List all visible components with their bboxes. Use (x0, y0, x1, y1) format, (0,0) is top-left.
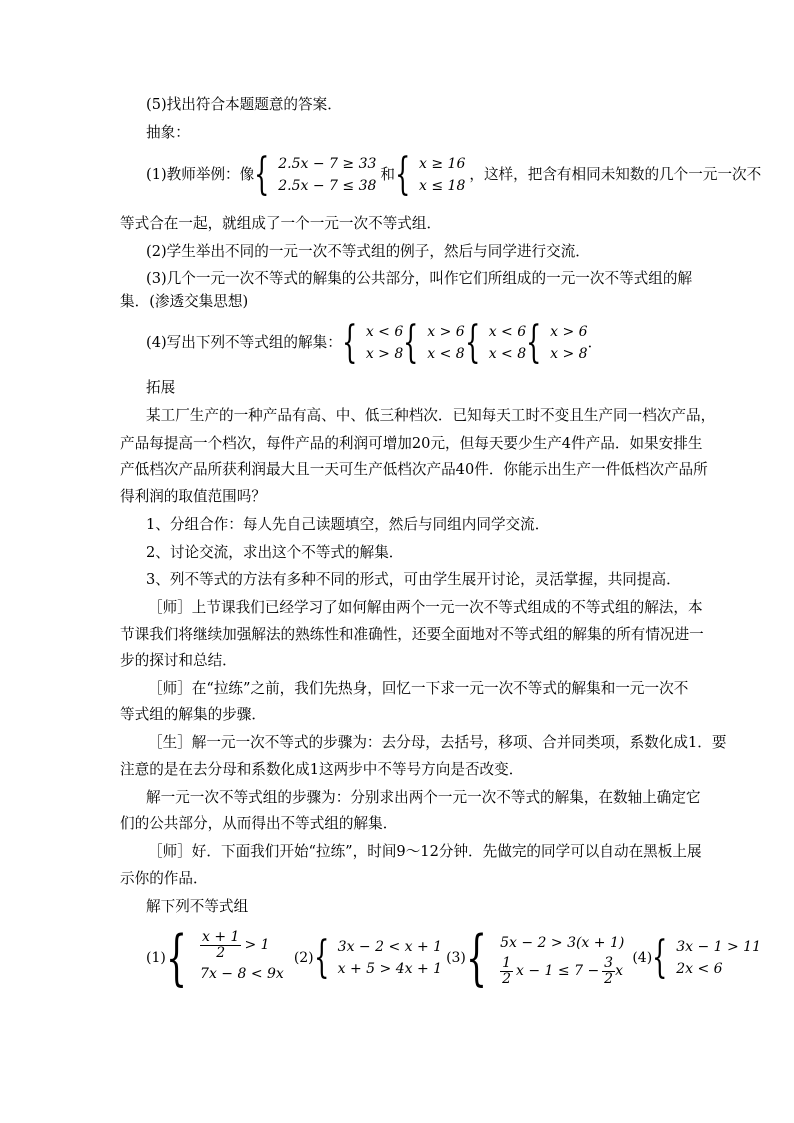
system-1-row-1: 2.5x − 7 ≥ 33 (278, 156, 377, 172)
teacher-example-line (146, 149, 762, 200)
exercise-1-row-1-rest: > 1 (244, 937, 270, 953)
teacher-remark-1-line-3: 步的探讨和总结． (120, 652, 237, 669)
teacher-remark-3-line-2: 示你的作品． (120, 870, 208, 887)
solve-system-a: { x < 6 x > 8 (341, 317, 404, 368)
step-2-text: (2)学生举出不同的一元一次不等式组的例子，然后与同学进行交流． (146, 243, 590, 260)
activity-3: 3、列不等式的方法有多种不同的形式，可由学生展开讨论，灵活掌握，共同提高． (146, 571, 681, 588)
exercise-systems-row (146, 923, 761, 993)
system-b-row-1: x > 6 (427, 324, 465, 340)
teacher-remark-2-line-1: ［师］在“拉练”之前，我们先热身，回忆一下求一元一次不等式的解集和一元一次不 (148, 680, 689, 697)
exercise-4-line (146, 317, 603, 368)
problem-line-4: 得利润的取值范围吗？ (120, 488, 266, 505)
exercise-4-period: ． (587, 334, 603, 351)
teacher-remark-3-line-1: ［师］好．下面我们开始“拉练”，时间9～12分钟．先做完的同学可以自动在黑板上展 (148, 843, 702, 860)
exercise-2-label: (2) (293, 950, 314, 966)
exercise-3-row-2-end: x (615, 963, 623, 979)
section-extension-heading: 拓展 (146, 379, 176, 396)
exercise-4-label: (4) (632, 950, 653, 966)
exercise-3-label: (3) (446, 950, 466, 966)
teacher-remark-1-line-2: 节课我们将继续加强解法的熟练性和准确性，还要全面地对不等式组的解集的所有情况进一 (120, 626, 704, 643)
system-d-row-2: x > 8 (550, 346, 588, 362)
inequality-system-2: { x ≥ 16 x ≤ 18 (395, 149, 466, 200)
teacher-remark-1-line-1: ［师］上节课我们已经学习了如何解由两个一元一次不等式组成的不等式组的解法，本 (148, 599, 703, 616)
definition-line: 等式合在一起，就组成了一个一元一次不等式组． (120, 215, 442, 232)
inequality-system-1: { 2.5x − 7 ≥ 33 2.5x − 7 ≤ 38 (254, 149, 377, 200)
step-3-continued: 集．(渗透交集思想) (120, 293, 249, 310)
exercise-3-row-1: 5x − 2 > 3(x + 1) (500, 934, 625, 951)
problem-line-2: 产品每提高一个档次，每件产品的利润可增加20元，但每天要少生产4件产品．如果安排生 (120, 435, 703, 452)
teacher-remark-2-line-2: 等式组的解集的步骤． (120, 706, 266, 723)
section-abstract-heading: 抽象： (146, 124, 190, 141)
solve-system-d: { x > 6 x > 8 (526, 317, 588, 368)
system-steps-line-2: 们的公共部分，从而得出不等式组的解集． (120, 815, 398, 832)
exercise-1-system: { $\frac{x + 1}{2}$ > 1 7x − 8 < 9x (165, 923, 284, 993)
exercise-heading: 解下列不等式组 (146, 898, 249, 915)
step-5-text: (5)找出符合本题题意的答案． (146, 96, 342, 113)
solve-system-c: { x < 6 x < 8 (464, 317, 527, 368)
system-1-row-2: 2.5x − 7 ≤ 38 (278, 178, 377, 194)
exercise-4-system: { 3x − 1 > 11 2x < 6 (652, 932, 761, 983)
step-3-text: (3)几个一元一次不等式的解集的公共部分，叫作它们所组成的一元一次不等式组的解 (146, 270, 693, 287)
exercise-2-row-2: x + 5 > 4x + 1 (337, 961, 443, 977)
system-d-row-1: x > 6 (550, 324, 588, 340)
teacher-example-prefix: (1)教师举例：像 (146, 166, 255, 183)
system-c-row-1: x < 6 (488, 324, 527, 340)
exercise-1-label: (1) (146, 950, 166, 966)
exercise-1-row-2: 7x − 8 < 9x (200, 965, 284, 982)
exercise-3-fraction-1-numerator: 1 (502, 954, 512, 971)
system-2-row-1: x ≥ 16 (419, 156, 466, 172)
activity-2: 2、讨论交流，求出这个不等式的解集． (146, 544, 404, 561)
exercise-2-row-1: 3x − 2 < x + 1 (337, 939, 443, 955)
teacher-example-suffix: ，这样，把含有相同未知数的几个一元一次不 (469, 166, 762, 183)
exercise-3-system: { 5x − 2 > 3(x + 1) $\frac{1}{2}$ x − 1 ≤ 7 − $\frac{3}{2}$ x (465, 923, 625, 993)
exercise-4-row-2: 2x < 6 (676, 961, 723, 977)
system-2-row-2: x ≤ 18 (419, 178, 466, 194)
exercise-3-fraction-1-denominator: 2 (502, 970, 512, 987)
system-a-row-2: x > 8 (365, 346, 404, 362)
problem-line-3: 产低档次产品所获利润最大且一天可生产低档次产品40件．你能示出生产一件低档次产品所 (120, 461, 708, 478)
exercise-3-row-2-middle: x − 1 ≤ 7 − (516, 963, 600, 979)
problem-line-1: 某工厂生产的一种产品有高、中、低三种档次．已知每天工时不变且生产同一档次产品， (146, 407, 716, 424)
activity-1: 1、分组合作：每人先自己读题填空，然后与同组内同学交流． (146, 516, 550, 533)
system-steps-line-1: 解一元一次不等式组的步骤为：分别求出两个一元一次不等式的解集，在数轴上确定它 (146, 789, 701, 806)
exercise-1-fraction-denominator: 2 (216, 944, 226, 961)
and-word: 和 (380, 166, 396, 183)
exercise-2-system: { 3x − 2 < x + 1 x + 5 > 4x + 1 (313, 932, 443, 983)
exercise-4-prefix: (4)写出下列不等式组的解集： (146, 334, 342, 351)
system-a-row-1: x < 6 (365, 324, 404, 340)
exercise-4-row-1: 3x − 1 > 11 (676, 939, 761, 955)
solve-system-b: { x > 6 x < 8 (403, 317, 465, 368)
exercise-3-fraction-2-denominator: 2 (604, 970, 614, 987)
system-b-row-2: x < 8 (427, 346, 465, 362)
student-answer-line-1: ［生］解一元一次不等式的步骤为：去分母，去括号，移项、合并同类项，系数化成1．要 (148, 734, 727, 751)
student-answer-line-2: 注意的是在去分母和系数化成1这两步中不等号方向是否改变． (120, 761, 524, 778)
system-c-row-2: x < 8 (488, 346, 527, 362)
exercise-3-fraction-2-numerator: 3 (604, 954, 614, 971)
exercise-1-fraction-numerator: x + 1 (202, 928, 240, 945)
